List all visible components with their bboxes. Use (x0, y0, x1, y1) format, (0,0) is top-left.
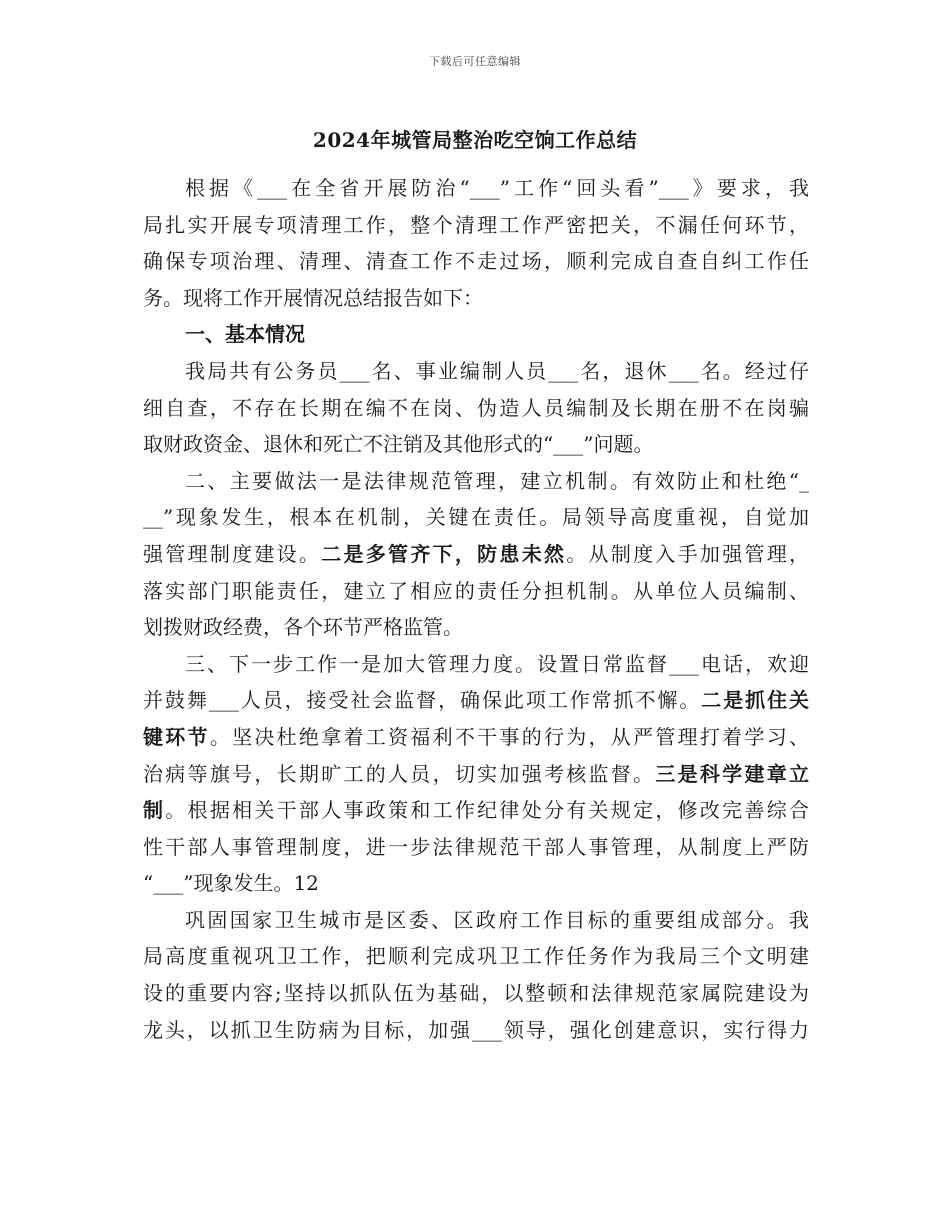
text-run: 。坚决杜绝拿着工资福利不干事的行为，从严管理打着学习、 (209, 724, 810, 749)
text-run: 。从制度入手加强管理， (566, 541, 810, 566)
text-run: 根据《___在全省开展防治“___”工作“回头看”___》要求，我 (185, 176, 809, 200)
text-run: 治病等旗号，长期旷工的人员，切实加强考核监督。 (143, 761, 656, 786)
text-run: 落实部门职能责任，建立了相应的责任分担机制。从单位人员编制、 (143, 578, 809, 603)
text-run: 龙头，以抓卫生防病为目标，加强___领导，强化创建意识，实行得力 (143, 1017, 809, 1042)
text-run: 设的重要内容;坚持以抓队伍为基础，以整顿和法律规范家属院建设为 (143, 981, 809, 1006)
text-run: 局高度重视巩卫工作，把顺利完成巩卫工作任务作为我局三个文明建 (143, 944, 809, 969)
document-title: 2024年城管局整治吃空饷工作总结 (312, 128, 638, 152)
text-run: 确保专项治理、清理、清查工作不走过场，顺利完成自查自纠工作任 (143, 249, 809, 274)
text-run: 我局共有公务员___名、事业编制人员___名，退休___名。经过仔 (185, 358, 809, 383)
text-line (143, 207, 809, 244)
text-run: 。根据相关干部人事政策和工作纪律处分有关规定，修改完善综合 (165, 798, 810, 823)
text-run: 强管理制度建设。 (143, 541, 322, 566)
document-body (143, 170, 809, 1048)
text-run: 取财政资金、退休和死亡不注销及其他形式的“___”问题。 (143, 432, 654, 457)
page-header-note: 下载后可任意编辑 (429, 55, 521, 68)
text-line (143, 1012, 809, 1049)
text-line (143, 829, 809, 866)
text-line (143, 938, 809, 975)
text-line (143, 499, 809, 536)
text-run: “___”现象发生。12 (143, 871, 319, 896)
bold-text-run: 三是科学建章立 (655, 761, 810, 786)
bold-text-run: 制 (143, 798, 166, 823)
bold-text-run: 二是多管齐下，防患未然 (321, 541, 567, 566)
text-line (143, 756, 809, 793)
text-run: 性干部人事管理制度，进一步法律规范干部人事管理，从制度上严防 (143, 834, 809, 859)
text-line (143, 902, 809, 939)
bold-text-run: 二是抓住关 (701, 688, 810, 713)
text-line (143, 390, 809, 427)
text-run: 三、下一步工作一是加大管理力度。设置日常监督___电话，欢迎 (185, 651, 809, 676)
text-run: 划拨财政经费，各个环节严格监管。 (143, 615, 463, 640)
text-line (143, 280, 809, 317)
bold-text-run: 一、基本情况 (185, 322, 305, 347)
text-line (143, 316, 809, 353)
text-line (143, 170, 809, 207)
text-line (143, 682, 809, 719)
text-line (143, 243, 809, 280)
text-line (143, 719, 809, 756)
text-line (143, 463, 809, 500)
bold-text-run: 键环节 (143, 724, 210, 749)
text-run: 细自查，不存在长期在编不在岗、伪造人员编制及长期在册不在岗骗 (143, 395, 809, 420)
text-run: 巩固国家卫生城市是区委、区政府工作目标的重要组成部分。我 (185, 907, 809, 932)
text-run: 二、主要做法一是法律规范管理，建立机制。有效防止和杜绝“_ (185, 468, 809, 493)
text-run: __”现象发生，根本在机制，关键在责任。局领导高度重视，自觉加 (143, 505, 809, 530)
text-line (143, 975, 809, 1012)
text-line (143, 353, 809, 390)
text-line (143, 573, 809, 610)
text-line (143, 792, 809, 829)
text-line (143, 536, 809, 573)
text-line (143, 646, 809, 683)
text-line (143, 865, 809, 902)
text-run: 并鼓舞___人员，接受社会监督，确保此项工作常抓不懈。 (143, 688, 702, 713)
text-line (143, 609, 809, 646)
text-line (143, 426, 809, 463)
text-run: 务。现将工作开展情况总结报告如下： (143, 285, 483, 310)
text-run: 局扎实开展专项清理工作，整个清理工作严密把关，不漏任何环节， (143, 212, 809, 237)
